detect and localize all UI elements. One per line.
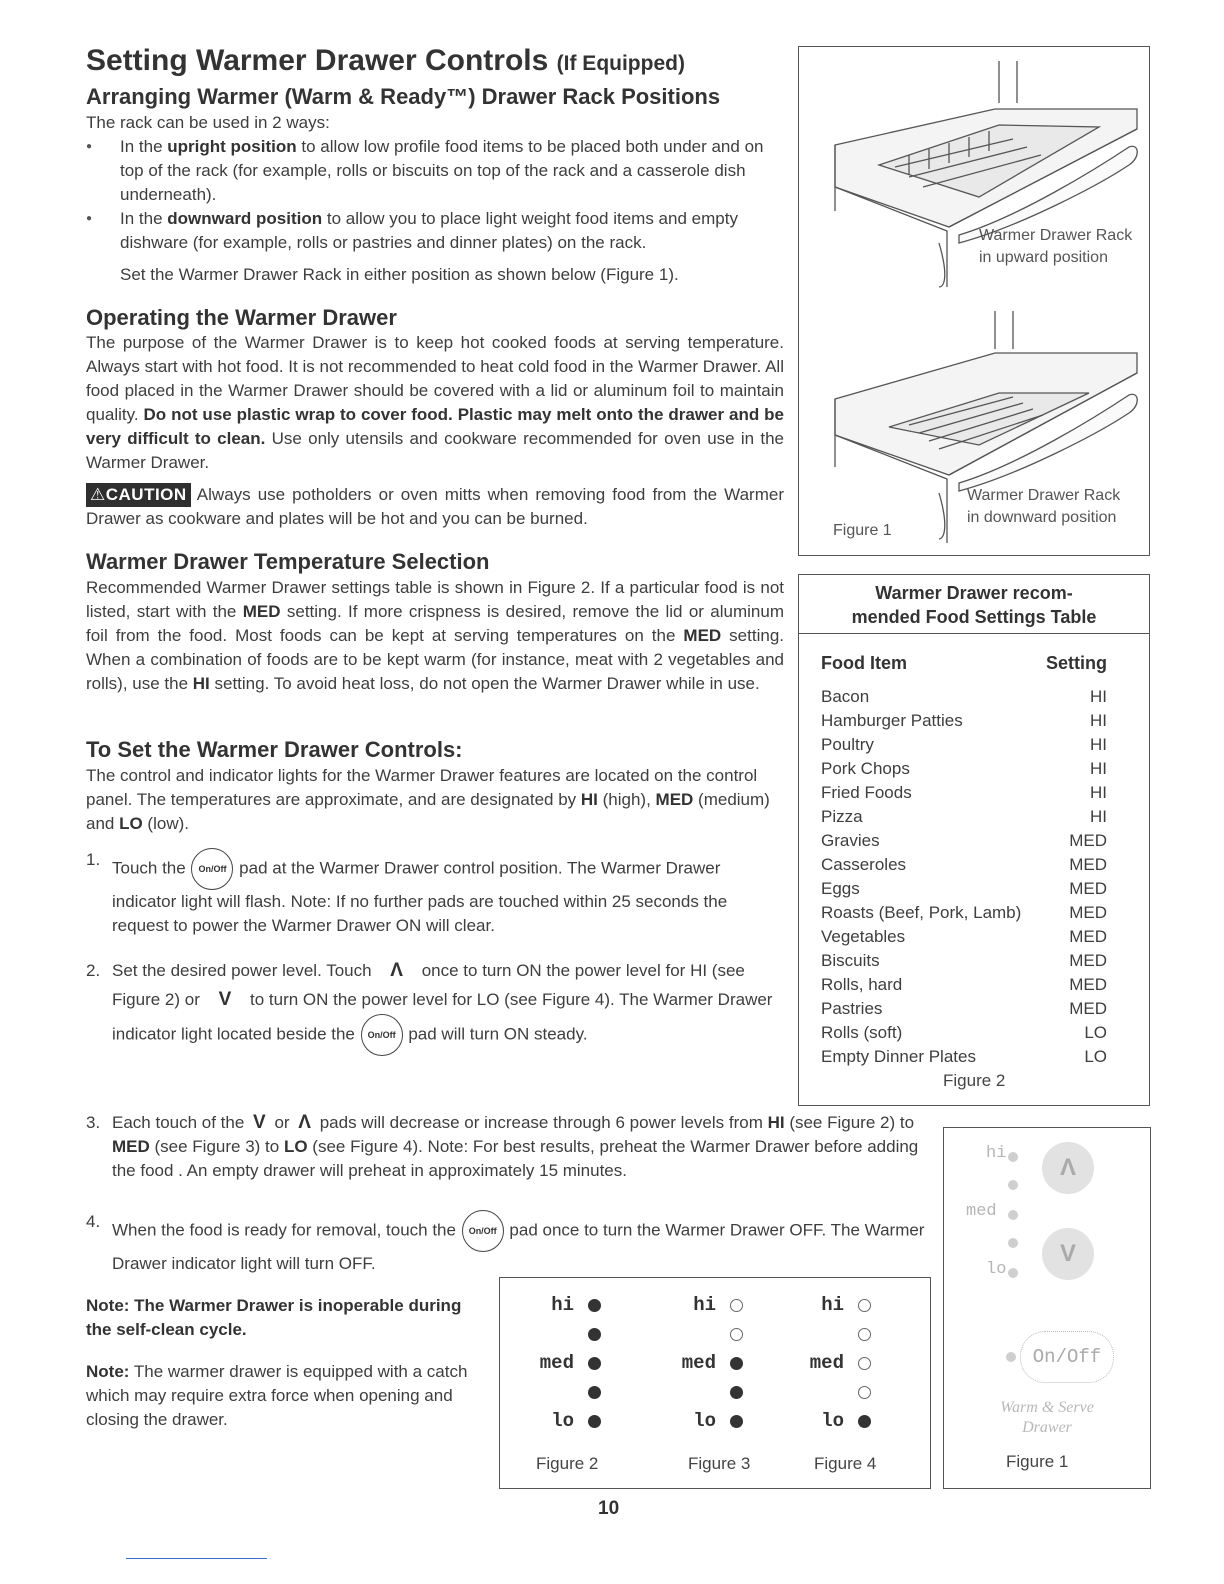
bullet-text: In the — [120, 209, 168, 228]
food-item-cell: Pastries — [821, 999, 883, 1018]
indicator-light-on — [588, 1357, 601, 1370]
setting-cell: HI — [1090, 735, 1107, 754]
section-heading-rack: Arranging Warmer (Warm & Ready™) Drawer Rack Positions — [86, 84, 721, 109]
light-label-lo: lo — [693, 1410, 716, 1432]
food-item-cell: Fried Foods — [821, 783, 912, 802]
step-text: or — [269, 1113, 295, 1132]
operating-body: The purpose of the Warmer Drawer is to keep hot cooked foods at serving temperature. Always start with hot food. It is not recommended to heat cold food in the Warmer Drawer. All food placed in the Warmer Drawer should be covered with a lid or aluminum foil to maintain quality. — [86, 333, 784, 424]
operating-body-end: Use only utensils and cookware recommended for oven use in the Warmer Drawer. — [86, 429, 785, 472]
light-label-med: med — [681, 1352, 716, 1374]
page-title — [86, 44, 685, 78]
panel-caption: Figure 1 — [1006, 1452, 1069, 1471]
food-item-cell: Biscuits — [821, 951, 880, 970]
light-label-med: med — [809, 1352, 844, 1374]
intro-text: (high), — [597, 790, 656, 809]
bullet-text: to allow low profile food items to be placed both under and on top of the rack (for example, rolls or biscuits on top of the rack and a casserole dish underneath). — [120, 137, 764, 204]
note-self-clean: Note: The Warmer Drawer is inoperable during the self-clean cycle. — [86, 1296, 462, 1339]
step-text: pad will turn ON steady. — [403, 1024, 588, 1044]
setting-cell: HI — [1090, 759, 1107, 778]
setting-cell: HI — [1090, 783, 1107, 802]
setting-cell: MED — [1069, 999, 1107, 1018]
panel-light-med — [1008, 1210, 1018, 1220]
light-label-hi: hi — [693, 1294, 716, 1316]
light-row — [672, 1379, 782, 1408]
table-row — [821, 901, 1107, 925]
food-item-cell: Eggs — [821, 879, 860, 898]
step-text: pads will decrease or increase through 6 power levels from — [314, 1113, 768, 1132]
light-row — [530, 1408, 640, 1437]
temp-text: setting. When a combination of foods are to be kept warm (for instance, meat with 2 vegetables and rolls), use the — [86, 626, 784, 693]
step-number: 3. — [86, 1113, 101, 1132]
temp-text: Recommended Warmer Drawer settings table is shown in Figure 2. If a particular food is not listed, start with the — [86, 578, 784, 621]
table-title — [799, 581, 1149, 629]
notes — [86, 1294, 486, 1432]
bullet-text: In the — [120, 137, 168, 156]
panel-onoff-light — [1006, 1352, 1016, 1362]
intro-text: (low). — [142, 814, 189, 833]
set-controls-intro-paragraph — [86, 764, 784, 836]
onoff-pad-icon: On/Off — [191, 848, 233, 890]
step-4 — [86, 1210, 936, 1276]
rack-set-text: Set the Warmer Drawer Rack in either position as shown below (Figure 1). — [120, 265, 679, 284]
light-row — [800, 1408, 910, 1437]
caution-text: Always use potholders or oven mitts when removing food from the Warmer Drawer as cookware and plates will be hot and you can be burned. — [86, 485, 784, 528]
step-text: (see Figure 4). Note: For best results, preheat the Warmer Drawer before adding the food . An empty drawer will preheat in approximately 15 minutes. — [112, 1137, 919, 1180]
caution-paragraph — [86, 483, 784, 531]
light-figure-caption: Figure 4 — [814, 1454, 877, 1473]
indicator-light-off — [858, 1357, 871, 1370]
footer-rule — [126, 1558, 267, 1559]
panel-light — [1008, 1180, 1018, 1190]
light-row — [672, 1350, 782, 1379]
light-row — [530, 1350, 640, 1379]
light-row — [672, 1321, 782, 1350]
rack-intro: The rack can be used in 2 ways: — [86, 113, 330, 132]
light-figure-caption: Figure 3 — [688, 1454, 751, 1473]
table-row — [821, 997, 1107, 1021]
table-row — [821, 853, 1107, 877]
food-settings-table — [798, 574, 1150, 1106]
light-row — [672, 1408, 782, 1437]
step-3 — [86, 1111, 936, 1183]
table-divider — [799, 633, 1149, 634]
table-row — [821, 709, 1107, 733]
indicator-light-on — [730, 1386, 743, 1399]
up-arrow-icon: Λ — [390, 960, 403, 981]
food-item-cell: Roasts (Beef, Pork, Lamb) — [821, 903, 1022, 922]
temperature-text — [86, 576, 784, 696]
light-label-lo: lo — [551, 1410, 574, 1432]
up-arrow-icon: Λ — [298, 1112, 311, 1133]
table-row — [821, 925, 1107, 949]
caution-label: ⚠CAUTION — [86, 483, 191, 507]
food-item-cell: Pizza — [821, 807, 863, 826]
upward-caption-line2: in upward position — [979, 249, 1108, 266]
light-row — [530, 1321, 640, 1350]
note-text: The warmer drawer is equipped with a catch which may require extra force when opening and closing the drawer. — [86, 1362, 468, 1429]
step-2-item — [86, 956, 784, 1056]
downward-caption-line1: Warmer Drawer Rack — [967, 487, 1121, 504]
figure-1-drawers — [798, 46, 1150, 556]
light-label-lo: lo — [821, 1410, 844, 1432]
setting-cell: HI — [1090, 711, 1107, 730]
setting-cell: MED — [1069, 879, 1107, 898]
table-row — [821, 757, 1107, 781]
panel-light-hi — [1008, 1152, 1018, 1162]
bullet-bold: downward position — [167, 209, 323, 228]
step-text: Set the desired power level. Touch — [112, 961, 377, 980]
food-item-cell: Casseroles — [821, 855, 907, 874]
table-row — [821, 733, 1107, 757]
intro-text: The control and indicator lights for the Warmer Drawer features are located on the control panel. The temperatures are approximate, and are designated by — [86, 766, 758, 809]
step-2 — [86, 956, 784, 1056]
indicator-light-off — [730, 1299, 743, 1312]
setting-cell: MED — [1069, 831, 1107, 850]
indicator-light-off — [858, 1386, 871, 1399]
indicator-light-off — [730, 1328, 743, 1341]
light-row — [672, 1292, 782, 1321]
light-figure-2 — [530, 1292, 640, 1437]
step-number: 1. — [86, 850, 101, 869]
page-title-text: Setting Warmer Drawer Controls — [86, 44, 549, 77]
table-row — [821, 685, 1107, 709]
panel-light-lo — [1008, 1268, 1018, 1278]
section-heading-temperature: Warmer Drawer Temperature Selection — [86, 549, 490, 574]
setting-cell: LO — [1084, 1023, 1107, 1042]
panel-onoff-button: On/Off — [1020, 1331, 1114, 1383]
step-text: pad at the Warmer Drawer control position. The Warmer Drawer indicator light will flash. Note: If no further pads are touched within 25 seconds the request to power the Warmer Drawer ON will clear. — [112, 858, 728, 935]
table-row — [821, 877, 1107, 901]
upward-caption-line1: Warmer Drawer Rack — [979, 227, 1133, 244]
figure-1-label: Figure 1 — [833, 522, 892, 539]
table-row — [821, 1045, 1107, 1069]
temperature-paragraph — [86, 576, 784, 696]
indicator-light-figures — [499, 1277, 931, 1489]
step-number: 4. — [86, 1212, 101, 1231]
setting-cell: MED — [1069, 975, 1107, 994]
table-rows — [821, 685, 1107, 1069]
indicator-light-on — [588, 1328, 601, 1341]
level-lo: LO — [119, 814, 143, 833]
section-heading-operating: Operating the Warmer Drawer — [86, 305, 397, 330]
setting-cell: MED — [1069, 927, 1107, 946]
step-text: (see Figure 3) to — [149, 1137, 284, 1156]
indicator-light-off — [858, 1328, 871, 1341]
level-lo: LO — [283, 1137, 308, 1156]
indicator-light-off — [858, 1299, 871, 1312]
downward-caption-line2: in downward position — [967, 509, 1117, 526]
control-panel-figure — [943, 1127, 1151, 1489]
step-text: When the food is ready for removal, touch the — [112, 1220, 461, 1240]
table-row — [821, 949, 1107, 973]
table-row — [821, 805, 1107, 829]
indicator-light-on — [858, 1415, 871, 1428]
level-hi: HI — [580, 790, 598, 809]
food-item-cell: Bacon — [821, 687, 870, 706]
drawer-illustration — [799, 47, 1149, 555]
panel-light — [1008, 1238, 1018, 1248]
table-row — [821, 829, 1107, 853]
light-row — [530, 1292, 640, 1321]
table-caption: Figure 2 — [943, 1071, 1006, 1090]
light-label-hi: hi — [821, 1294, 844, 1316]
light-figure-4 — [800, 1292, 910, 1437]
step-1 — [86, 848, 784, 938]
food-item-cell: Rolls, hard — [821, 975, 903, 994]
food-item-cell: Hamburger Patties — [821, 711, 963, 730]
temp-text: setting. If more crispness is desired, remove the lid or aluminum foil from the food. Most foods can be kept at serving temperatures on the — [86, 602, 785, 645]
page-title-suffix: (If Equipped) — [556, 52, 685, 75]
panel-brand — [944, 1398, 1150, 1438]
light-figure-caption: Figure 2 — [536, 1454, 599, 1473]
indicator-light-on — [588, 1415, 601, 1428]
light-row — [800, 1292, 910, 1321]
setting-cell: MED — [1069, 855, 1107, 874]
page-number: 10 — [598, 1498, 620, 1519]
light-row — [530, 1379, 640, 1408]
light-label-hi: hi — [551, 1294, 574, 1316]
step-3-item — [86, 1111, 936, 1183]
intro-text: (medium) and — [86, 790, 770, 833]
light-row — [800, 1379, 910, 1408]
temp-med: MED — [242, 602, 281, 621]
table-title-line2: mended Food Settings Table — [851, 607, 1097, 627]
food-item-cell: Empty Dinner Plates — [821, 1047, 976, 1066]
step-number: 2. — [86, 961, 101, 980]
level-hi: HI — [767, 1113, 785, 1132]
setting-cell: HI — [1090, 807, 1107, 826]
food-item-cell: Pork Chops — [821, 759, 910, 778]
panel-med-label: med — [966, 1202, 997, 1221]
step-text: (see Figure 2) to — [784, 1113, 915, 1132]
table-title-line1: Warmer Drawer recom- — [875, 583, 1073, 603]
panel-up-arrow-icon: Λ — [1042, 1142, 1094, 1194]
step-1-item — [86, 848, 784, 938]
operating-paragraph — [86, 331, 784, 475]
note-catch — [86, 1360, 486, 1432]
level-med: MED — [655, 790, 694, 809]
indicator-light-on — [730, 1415, 743, 1428]
light-row — [800, 1321, 910, 1350]
light-label-med: med — [539, 1352, 574, 1374]
onoff-pad-icon: On/Off — [462, 1210, 504, 1252]
down-arrow-icon: V — [253, 1112, 266, 1133]
rack-bullet-upright — [86, 135, 786, 207]
step-text: to turn ON the power level for LO (see Figure 4). The Warmer Drawer indicator light located beside the — [112, 990, 773, 1044]
setting-cell: HI — [1090, 687, 1107, 706]
indicator-light-on — [588, 1299, 601, 1312]
panel-hi-label: hi — [986, 1144, 1007, 1163]
table-row — [821, 781, 1107, 805]
down-arrow-icon: V — [218, 989, 232, 1010]
step-text: once to turn ON the power level for HI (see Figure 2) or — [112, 961, 745, 1009]
food-item-cell: Rolls (soft) — [821, 1023, 903, 1042]
indicator-light-on — [588, 1386, 601, 1399]
light-row — [800, 1350, 910, 1379]
section-heading-set-controls: To Set the Warmer Drawer Controls: — [86, 737, 463, 762]
column-header-food: Food Item — [821, 653, 907, 673]
table-row — [821, 973, 1107, 997]
food-item-cell: Poultry — [821, 735, 874, 754]
step-text: Touch the — [112, 858, 191, 878]
step-text: Each touch of the — [112, 1113, 250, 1132]
rack-section — [86, 111, 786, 287]
rack-bullets — [86, 135, 786, 255]
setting-cell: MED — [1069, 903, 1107, 922]
bullet-bold: upright position — [167, 137, 297, 156]
onoff-pad-icon: On/Off — [361, 1014, 403, 1056]
panel-lo-label: lo — [986, 1260, 1007, 1279]
level-med: MED — [112, 1137, 150, 1156]
table-row — [821, 1021, 1107, 1045]
food-item-cell: Gravies — [821, 831, 880, 850]
panel-brand-line1: Warm & Serve — [1000, 1399, 1094, 1416]
operating-warning: Do not use plastic wrap to cover food. Plastic may melt onto the drawer and be very difficult to clean. — [86, 405, 784, 448]
rack-bullet-downward — [86, 207, 786, 255]
panel-down-arrow-icon: V — [1042, 1228, 1094, 1280]
panel-brand-line2: Drawer — [1022, 1419, 1072, 1436]
step-4-item — [86, 1210, 936, 1276]
bullet-text: to allow you to place light weight food items and empty dishware (for example, rolls or pastries and dinner plates) on the rack. — [120, 209, 738, 252]
temp-med: MED — [683, 626, 722, 645]
step-text: pad once to turn the Warmer Drawer OFF. The Warmer Drawer indicator light will turn OFF. — [112, 1220, 925, 1273]
note-label: Note: — [86, 1362, 130, 1381]
setting-cell: LO — [1084, 1047, 1107, 1066]
indicator-light-on — [730, 1357, 743, 1370]
food-item-cell: Vegetables — [821, 927, 906, 946]
temp-hi: HI — [192, 674, 210, 693]
set-controls-intro — [86, 764, 784, 836]
temp-text: setting. To avoid heat loss, do not open the Warmer Drawer while in use. — [209, 674, 760, 693]
light-figure-3 — [672, 1292, 782, 1437]
setting-cell: MED — [1069, 951, 1107, 970]
operating-text — [86, 331, 784, 531]
column-header-setting: Setting — [1046, 653, 1107, 673]
